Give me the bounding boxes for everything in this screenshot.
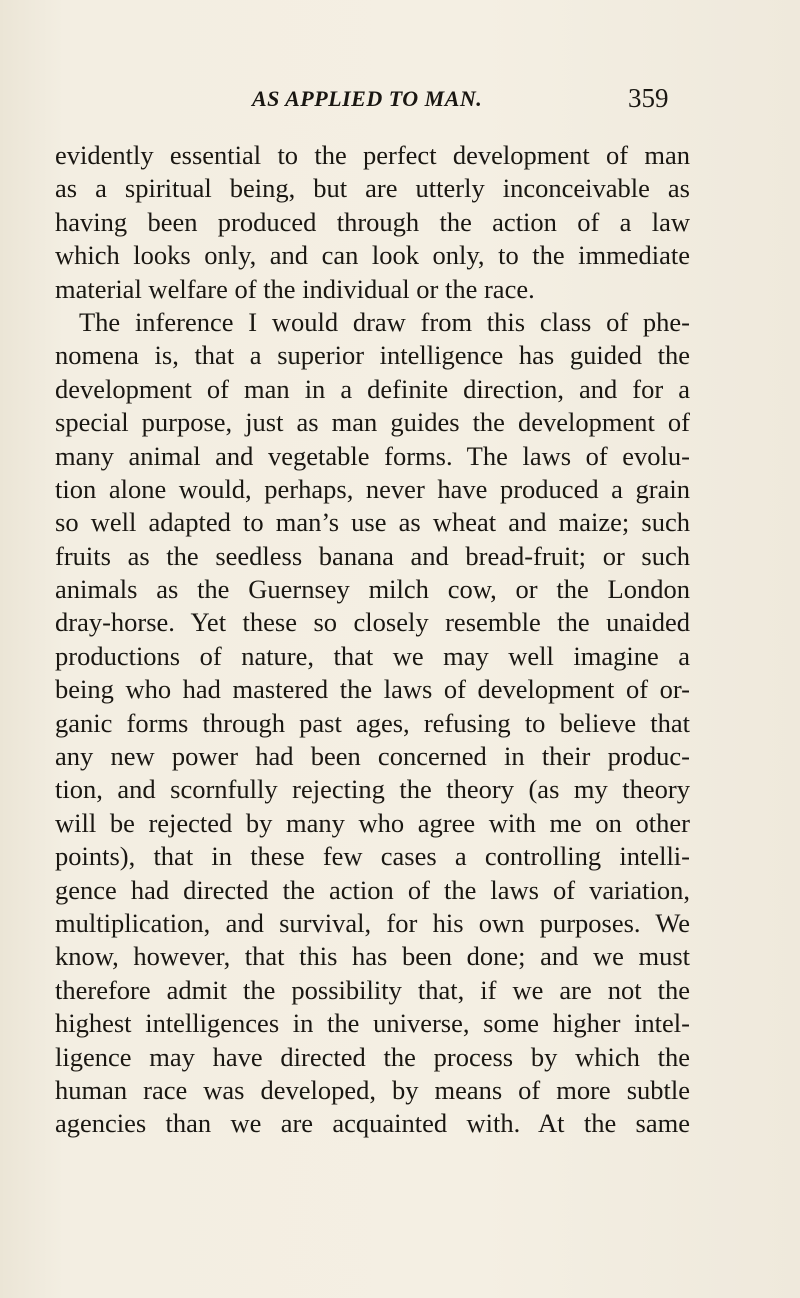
text-line: animals as the Guernsey milch cow, or the London <box>55 574 690 605</box>
text-line: so well adapted to man’s use as wheat and maize; such <box>55 507 690 538</box>
text-line: ganic forms through past ages, refusing to believe that <box>55 707 690 738</box>
text-line: which looks only, and can look only, to the immediate <box>55 240 690 271</box>
text-line: agencies than we are acquainted with. At the same <box>55 1108 690 1139</box>
text-line: dray-horse. Yet these so closely resemble the unaided <box>55 607 690 638</box>
text-line: any new power had been concerned in their produc- <box>55 741 690 772</box>
text-line: special purpose, just as man guides the development of <box>55 407 690 438</box>
text-line: The inference I would draw from this class of phe- <box>79 306 690 337</box>
text-line: human race was developed, by means of more subtle <box>55 1074 690 1105</box>
text-line: points), that in these few cases a controlling intelli- <box>55 841 690 872</box>
text-line: will be rejected by many who agree with me on other <box>55 807 690 838</box>
text-line: productions of nature, that we may well imagine a <box>55 640 690 671</box>
text-line: gence had directed the action of the laws of variation, <box>55 874 690 905</box>
body-text <box>55 139 690 1141</box>
text-line: as a spiritual being, but are utterly inconceivable as <box>55 173 690 204</box>
text-line: know, however, that this has been done; and we must <box>55 941 690 972</box>
text-line: being who had mastered the laws of development of or- <box>55 674 690 705</box>
text-line: having been produced through the action of a law <box>55 206 690 237</box>
page-number: 359 <box>628 83 669 113</box>
text-line: development of man in a definite direction, and for a <box>55 373 690 404</box>
text-line: fruits as the seedless banana and bread-fruit; or such <box>55 540 690 571</box>
text-line: evidently essential to the perfect development of man <box>55 140 690 170</box>
text-line: many animal and vegetable forms. The laws of evolu- <box>55 440 690 471</box>
text-line: tion, and scornfully rejecting the theory (as my theory <box>55 774 690 805</box>
text-line: nomena is, that a superior intelligence has guided the <box>55 340 690 371</box>
text-line: tion alone would, perhaps, never have produced a grain <box>55 473 690 504</box>
text-line: highest intelligences in the universe, some higher intel- <box>55 1008 690 1039</box>
running-head: AS APPLIED TO MAN. <box>252 86 483 111</box>
text-line: material welfare of the individual or the race. <box>55 273 535 304</box>
page-header <box>0 83 800 116</box>
text-line: ligence may have directed the process by which the <box>55 1041 690 1072</box>
text-line: multiplication, and survival, for his own purposes. We <box>55 907 690 938</box>
text-line: therefore admit the possibility that, if we are not the <box>55 974 690 1005</box>
